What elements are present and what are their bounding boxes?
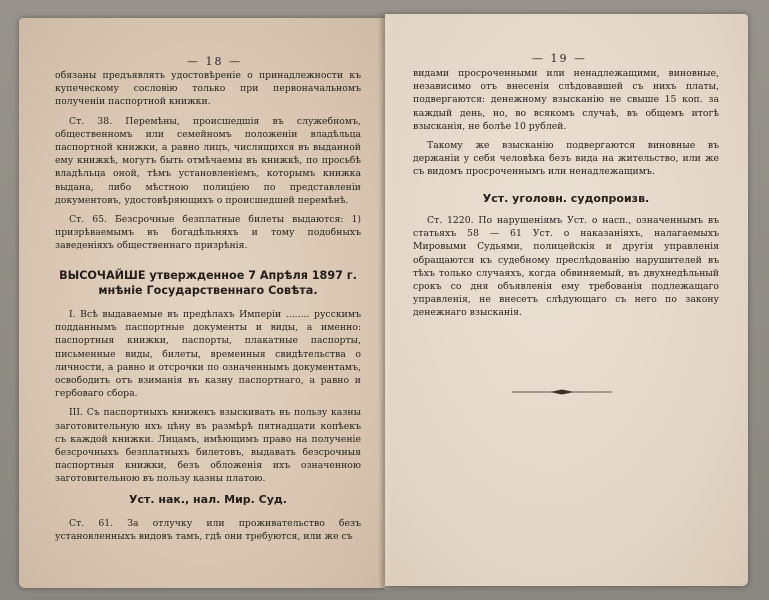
left-para-5: III. Съ паспортныхъ книжекъ взыскивать въ пользу казны заготовительную ихъ цѣну въ размѣрѣ пятнадцати копѣекъ съ каждой книжки. Лицамъ, имѣющимъ право на полученіе безсрочныхъ безплатныхъ билетовъ, выдавать безсрочныя паспортныя книжки, безъ обложенія ихъ означенною заготовительною въ пользу казны платою. — [55, 407, 361, 485]
left-body-middle — [55, 308, 361, 492]
page-number-right: — 19 — — [532, 52, 587, 65]
left-body-bottom — [55, 517, 361, 549]
left-heading-2: Уст. нак., нал. Мир. Суд. — [129, 493, 287, 506]
left-heading-line-2: мнѣніе Государственнаго Совѣта. — [98, 284, 318, 297]
left-heading-line-1: ВЫСОЧАЙШЕ утвержденное 7 Апрѣля 1897 г. — [59, 269, 357, 282]
right-para-3: Ст. 1220. По нарушеніямъ Уст. о насп., означеннымъ въ статьяхъ 58 — 61 Уст. о наказаніяхъ, налагаемыхъ Мировыми Судьями, полицейскія и другія управленія обращаются къ судебному преслѣдованію нарушителей въ тѣхъ только случаяхъ, когда обвиняемый, въ двухнедѣльный срокъ со дня объявленія ему требованія подлежащаго управленія, не внесетъ слѣдующаго съ него по закону денежнаго взысканія. — [413, 215, 719, 319]
page-number-left: — 18 — — [187, 55, 242, 68]
book-gutter — [378, 14, 392, 590]
right-body-bottom — [413, 214, 719, 326]
left-heading-decree — [55, 268, 361, 298]
left-para-3: Ст. 65. Безсрочные безплатные билеты выдаются: 1) призрѣваемымъ въ богадѣльняхъ и тому подобныхъ заведеніяхъ общественнаго призрѣнія. — [55, 214, 361, 252]
right-para-2: Такому же взысканію подвергаются виновные въ держаніи у себя человѣка безъ вида на жительство, или же съ видомъ просроченнымъ или ненадлежащимъ. — [413, 140, 719, 178]
ornament-divider-icon — [512, 389, 612, 395]
right-para-1: видами просроченными или ненадлежащими, виновные, независимо отъ внесенія слѣдовавшей съ нихъ платы, подвергаются: денежному взысканію не свыше 15 коп. за каждый день, но, во всякомъ случаѣ, въ общемъ итогѣ взысканія, не болѣе 10 рублей. — [413, 68, 719, 132]
left-para-4: I. Всѣ выдаваемые въ предѣлахъ Имперіи ........ русскимъ подданнымъ паспортные документы и виды, а именно: паспортныя книжки, паспорты, плакатные паспорты, письменные виды, билеты, временныя свидѣтельства о личности, а равно и отсрочки по означеннымъ документамъ, освободить отъ взиманія въ казну паспортнаго, а равно и гербоваго сбора. — [55, 309, 361, 400]
left-para-6: Ст. 61. За отлучку или проживательство безъ установленныхъ видовъ тамъ, гдѣ они требуются, или же съ — [55, 518, 361, 543]
left-para-1: обязаны предъявлять удостовѣреніе о принадлежности къ купеческому сословію только при первоначальномъ полученіи паспортной книжки. — [55, 70, 361, 108]
left-body-top — [55, 69, 361, 259]
right-body-top — [413, 67, 719, 185]
right-heading: Уст. уголовн. судопроизв. — [482, 192, 650, 205]
left-para-2: Ст. 38. Перемѣны, происшедшія въ служебномъ, общественномъ или семейномъ положеніи владѣльца паспортной книжки, а равно лицъ, числящихся въ выданной ему книжкѣ, могутъ быть отмѣчаемы въ книжкѣ, по просьбѣ владѣльца оной, тѣмъ установленіемъ, которымъ книжка выдана, либо мѣстною полиціею по представленіи документовъ, удостовѣряющихъ о происшедшей перемѣнѣ. — [55, 115, 361, 206]
